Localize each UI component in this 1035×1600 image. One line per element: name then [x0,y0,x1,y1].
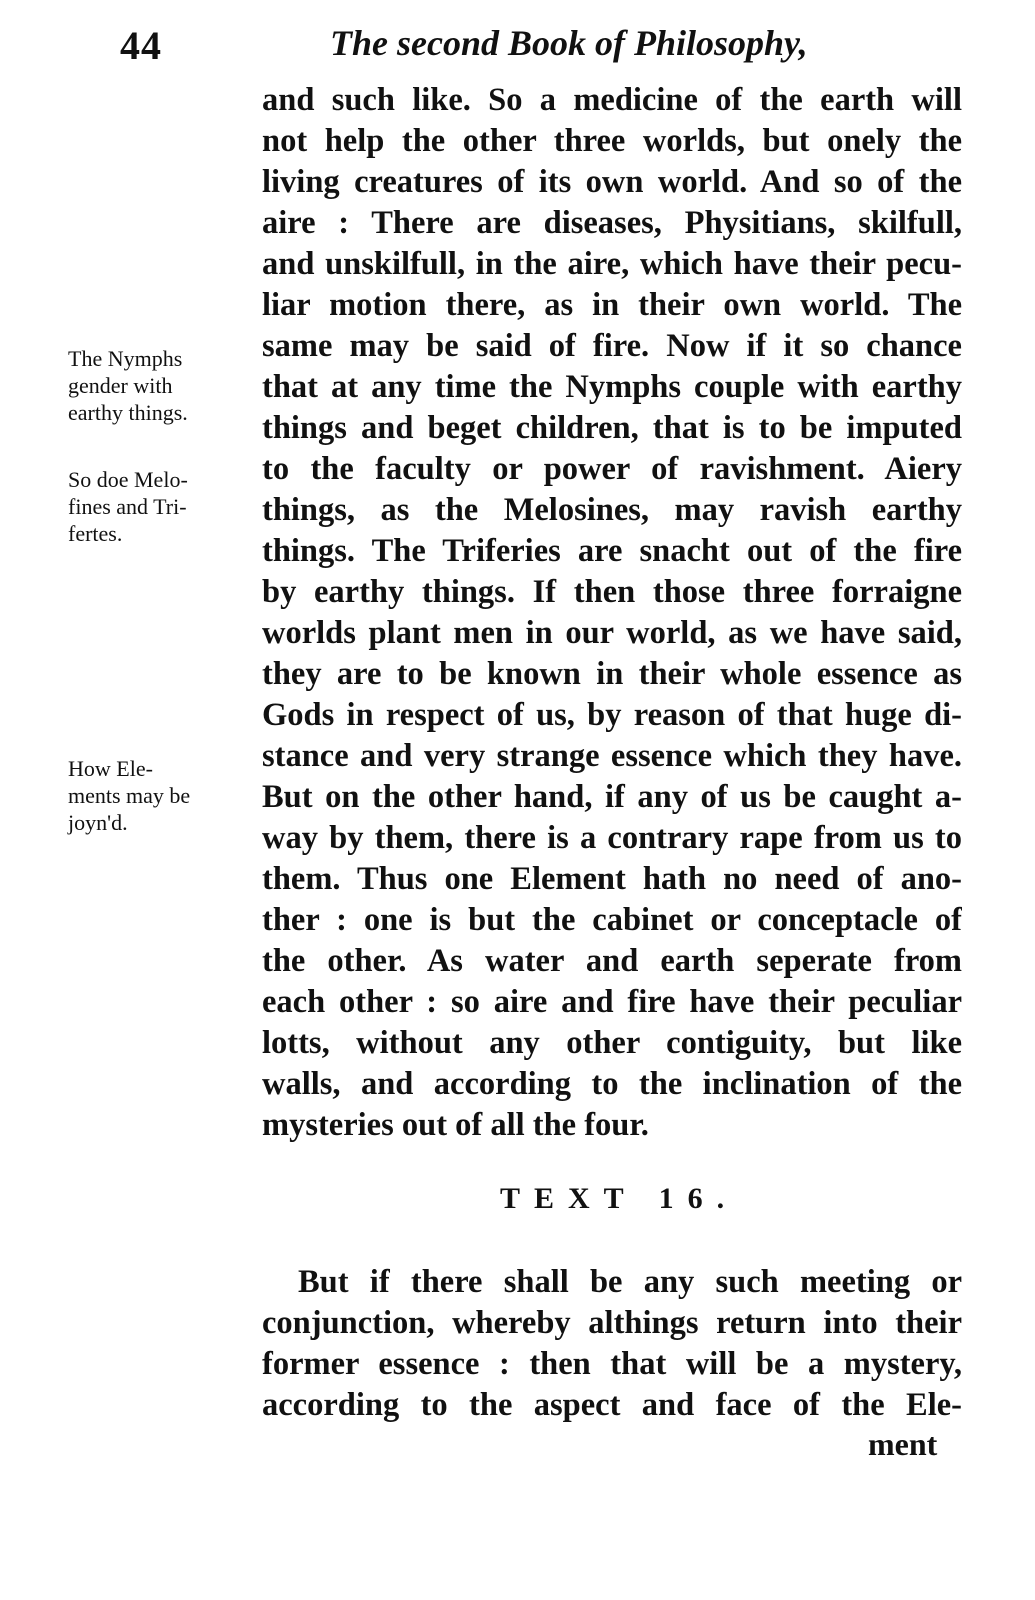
text-line: them. Thus one Element hath no need of ano- [262,861,962,897]
margin-note-line: fines and Tri- [68,494,187,519]
text-line: But on the other hand, if any of us be caught a- [262,779,962,815]
text-line: worlds plant men in our world, as we have said, [262,615,962,651]
text-line: Gods in respect of us, by reason of that huge di- [262,697,962,733]
text16-block [262,1262,962,1426]
text-line: walls, and according to the inclination of the [262,1066,962,1102]
margin-note-line: How Ele- [68,756,153,781]
page-number: 44 [120,23,162,68]
text-line: mysteries out of all the four. [262,1107,649,1143]
section-heading: TEXT 16. [500,1182,739,1215]
text-line: according to the aspect and face of the Ele- [262,1387,962,1423]
margin-note-line: fertes. [68,521,123,546]
text-line: each other : so aire and fire have their peculiar [262,984,962,1020]
text-line: ther : one is but the cabinet or conceptacle of [262,902,962,938]
margin-note-line: The Nymphs [68,346,183,371]
text-line: conjunction, whereby althings return into their [262,1305,962,1341]
text-line: But if there shall be any such meeting or [298,1264,962,1300]
text-line: former essence : then that will be a mystery, [262,1346,962,1382]
text-line: lotts, without any other contiguity, but like [262,1025,962,1061]
text-line: things and beget children, that is to be imputed [262,410,962,446]
margin-note-melosines [68,466,248,547]
text-line: by earthy things. If then those three forraigne [262,574,962,610]
text-line: they are to be known in their whole essence as [262,656,962,692]
text-line: same may be said of fire. Now if it so chance [262,328,962,364]
text-line: living creatures of its own world. And so of the [262,164,962,200]
main-text-block [262,80,962,1146]
text-line: things, as the Melosines, may ravish earthy [262,492,962,528]
text-line: liar motion there, as in their own world. The [262,287,962,323]
margin-note-line: gender with [68,373,173,398]
margin-note-nymphs [68,345,248,426]
margin-note-line: ments may be [68,783,191,808]
catchword: ment [868,1426,938,1462]
margin-note-elements [68,755,248,836]
text-line: and such like. So a medicine of the earth will [262,82,962,118]
text-line: stance and very strange essence which they have. [262,738,962,774]
text-line: not help the other three worlds, but onely the [262,123,962,159]
text-line: way by them, there is a contrary rape from us to [262,820,962,856]
running-head: The second Book of Philosophy, [330,23,808,63]
text-line: things. The Triferies are snacht out of the fire [262,533,962,569]
margin-note-line: joyn'd. [68,810,128,835]
text-line: aire : There are diseases, Physitians, skilfull, [262,205,962,241]
text-line: the other. As water and earth seperate from [262,943,962,979]
margin-note-line: earthy things. [68,400,188,425]
margin-note-line: So doe Melo- [68,467,188,492]
text-line: that at any time the Nymphs couple with earthy [262,369,962,405]
text-line: to the faculty or power of ravishment. Aiery [262,451,962,487]
text-line: and unskilfull, in the aire, which have their pecu- [262,246,962,282]
